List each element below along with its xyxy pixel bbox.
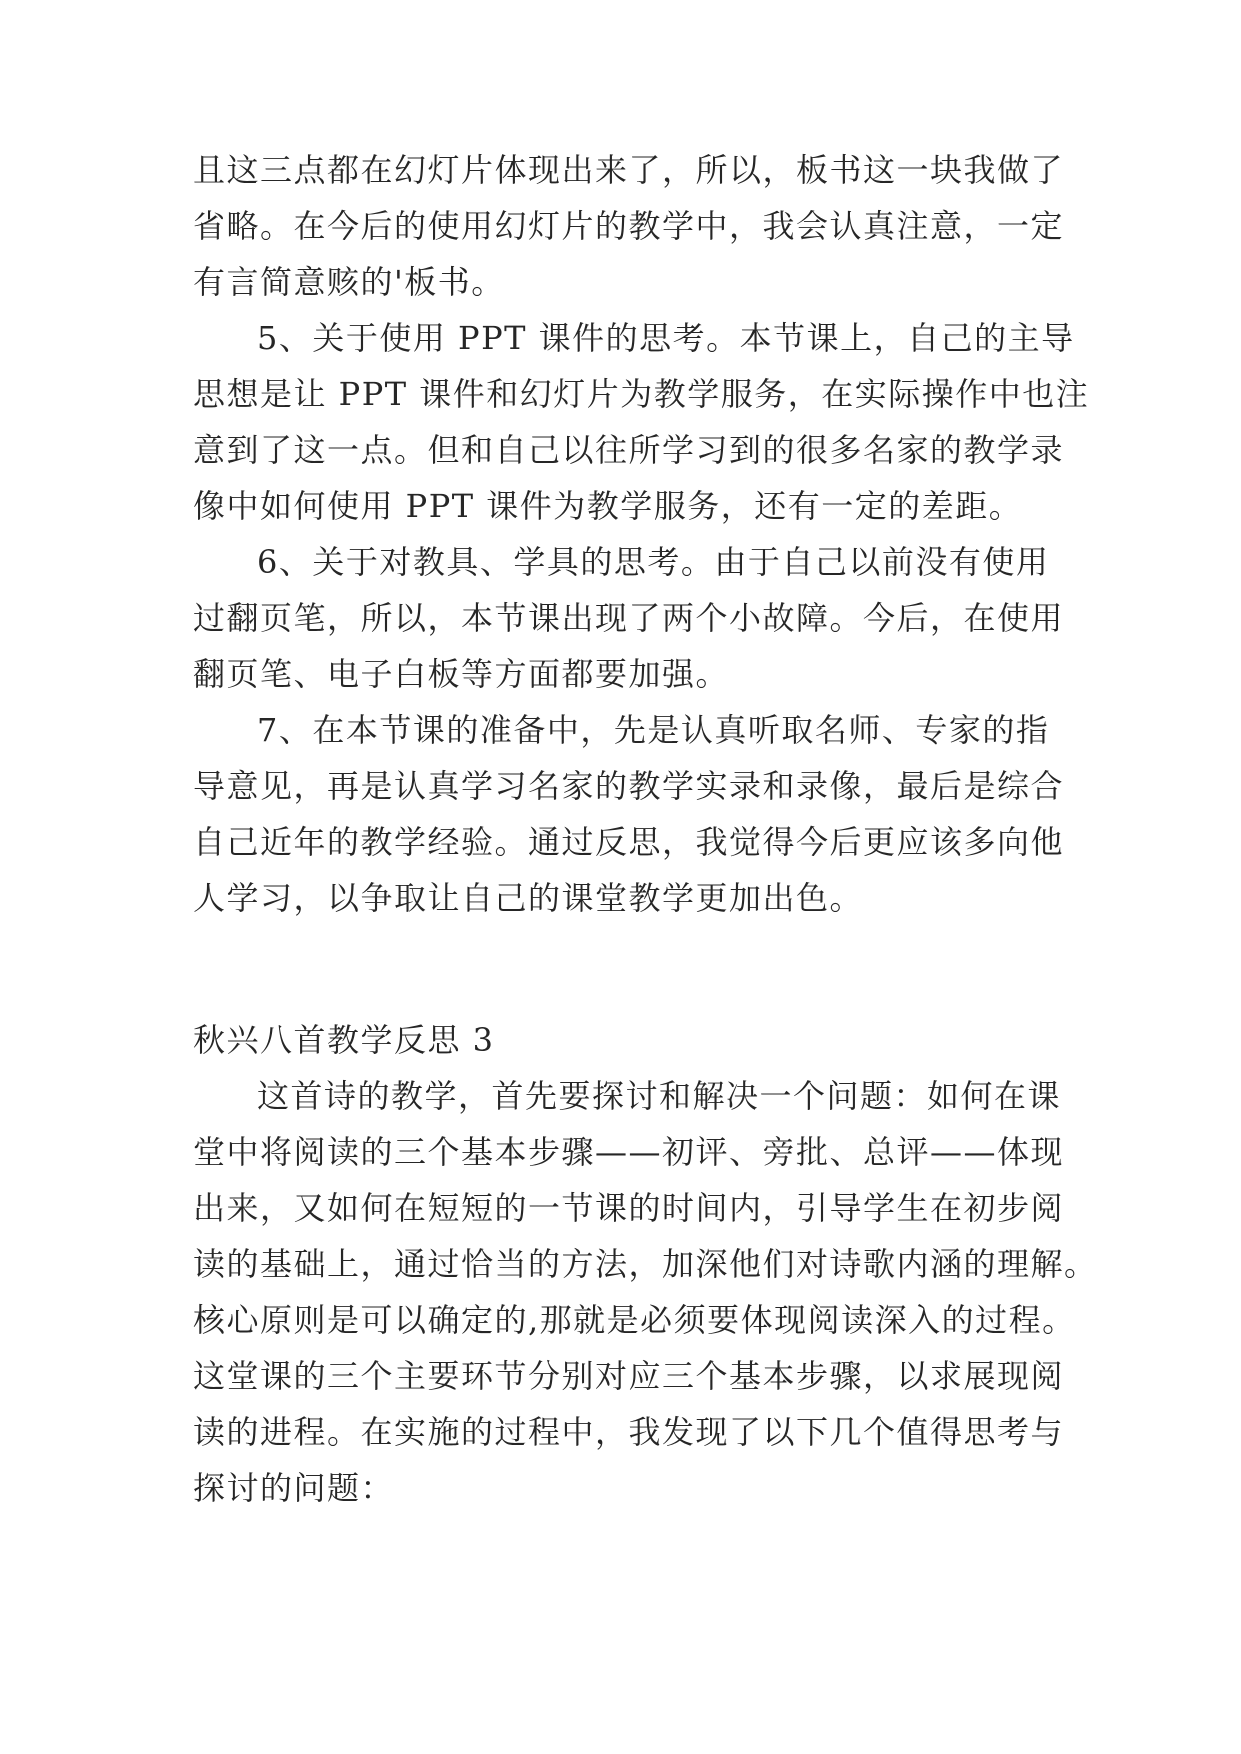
text-line: 意到了这一点。但和自己以往所学习到的很多名家的教学录 <box>193 431 1065 469</box>
paragraph-start-line: 6、关于对教具、学具的思考。由于自己以前没有使用 <box>257 543 1050 581</box>
text-line: 读的进程。在实施的过程中，我发现了以下几个值得思考与 <box>193 1413 1065 1451</box>
text-line: 有言简意赅的'板书。 <box>193 263 505 301</box>
text-line: 这堂课的三个主要环节分别对应三个基本步骤，以求展现阅 <box>193 1357 1065 1395</box>
text-line: 人学习，以争取让自己的课堂教学更加出色。 <box>193 879 864 917</box>
section-heading: 秋兴八首教学反思 3 <box>193 1021 495 1059</box>
text-line: 出来，又如何在短短的一节课的时间内，引导学生在初步阅 <box>193 1189 1065 1227</box>
text-line: 自己近年的教学经验。通过反思，我觉得今后更应该多向他 <box>193 823 1065 861</box>
text-line: 且这三点都在幻灯片体现出来了，所以，板书这一块我做了 <box>193 151 1065 189</box>
text-line: 思想是让 PPT 课件和幻灯片为教学服务，在实际操作中也注 <box>193 375 1090 413</box>
text-line: 导意见，再是认真学习名家的教学实录和录像，最后是综合 <box>193 767 1065 805</box>
text-line: 省略。在今后的使用幻灯片的教学中，我会认真注意，一定 <box>193 207 1065 245</box>
text-line: 像中如何使用 PPT 课件为教学服务，还有一定的差距。 <box>193 487 1023 525</box>
paragraph-start-line: 7、在本节课的准备中，先是认真听取名师、专家的指 <box>257 711 1050 749</box>
text-line: 堂中将阅读的三个基本步骤——初评、旁批、总评——体现 <box>193 1133 1065 1171</box>
paragraph-start-line: 这首诗的教学，首先要探讨和解决一个问题：如何在课 <box>257 1077 1062 1115</box>
text-line: 探讨的问题： <box>193 1469 395 1507</box>
text-line: 翻页笔、电子白板等方面都要加强。 <box>193 655 730 693</box>
text-line: 读的基础上，通过恰当的方法，加深他们对诗歌内涵的理解。 <box>193 1245 1098 1283</box>
text-line: 过翻页笔，所以，本节课出现了两个小故障。今后，在使用 <box>193 599 1065 637</box>
text-line: 核心原则是可以确定的,那就是必须要体现阅读深入的过程。 <box>193 1301 1076 1339</box>
paragraph-start-line: 5、关于使用 PPT 课件的思考。本节课上，自己的主导 <box>257 319 1075 357</box>
